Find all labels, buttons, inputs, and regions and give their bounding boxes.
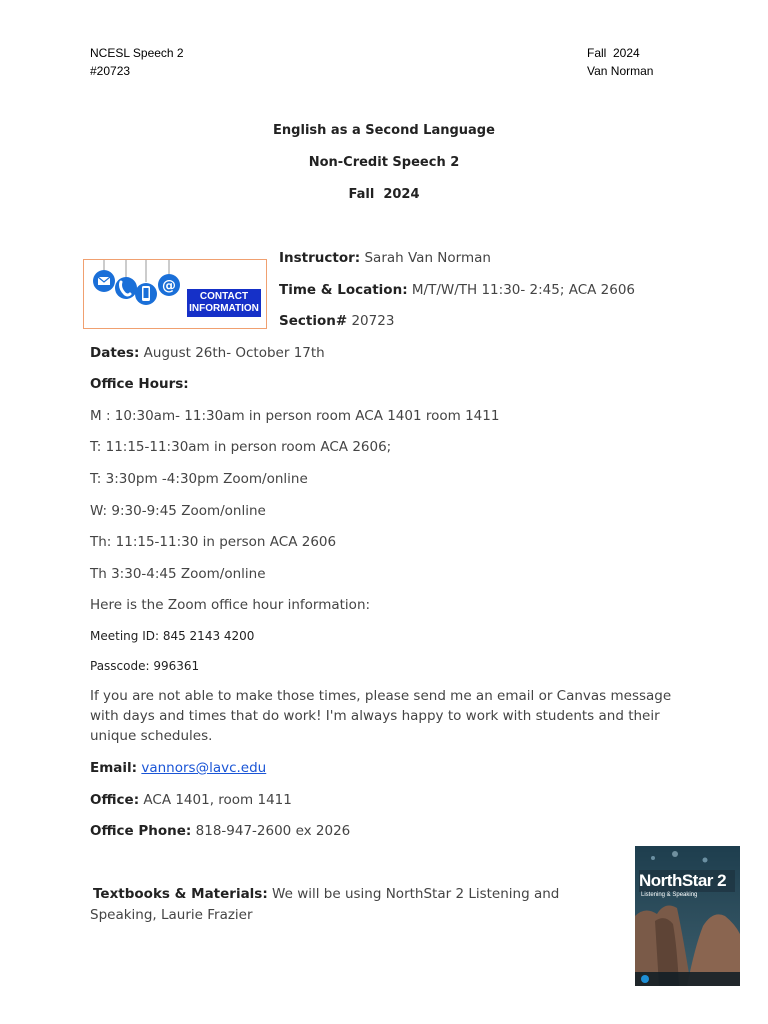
time-location-line	[279, 280, 635, 300]
textbook-line	[93, 884, 559, 904]
contact-info-image	[83, 259, 267, 329]
phone-value: 818-947-2600 ex 2026	[195, 823, 351, 839]
instructor-value: Sarah Van Norman	[364, 250, 491, 266]
book-cover-art	[635, 846, 740, 986]
office-hours-item: M : 10:30am- 11:30am in person room ACA 1401 room 1411	[90, 408, 500, 424]
time-location-value: M/T/W/TH 11:30- 2:45; ACA 2606	[411, 282, 635, 298]
email-link[interactable]: vannors@lavc.edu	[141, 760, 267, 776]
zoom-passcode: Passcode: 996361	[90, 659, 200, 673]
section-label: Section#	[279, 313, 348, 329]
office-hours-item: T: 11:15-11:30am in person room ACA 2606;	[90, 439, 392, 455]
office-hours-item: Th: 11:15-11:30 in person ACA 2606	[90, 534, 337, 550]
email-line	[90, 758, 266, 778]
zoom-meeting-id: Meeting ID: 845 2143 4200	[90, 629, 255, 643]
section-value: 20723	[351, 313, 395, 329]
textbook-cover-image	[635, 846, 740, 986]
dates-label: Dates:	[90, 345, 140, 361]
phone-line	[90, 821, 350, 841]
contact-info-badge: CONTACT INFORMATION	[187, 289, 261, 317]
office-label: Office:	[90, 792, 140, 808]
office-hours-item: Th 3:30-4:45 Zoom/online	[90, 566, 266, 582]
title-course: Non-Credit Speech 2	[308, 155, 460, 170]
header-course: NCESL Speech 2	[90, 46, 184, 60]
title-term: Fall 2024	[348, 187, 420, 202]
note-line: with days and times that do work! I'm always happy to work with students and their	[90, 708, 660, 724]
textbook-label: Textbooks & Materials:	[93, 886, 268, 902]
svg-text:@: @	[162, 278, 176, 294]
section-line	[279, 311, 394, 331]
instructor-label: Instructor:	[279, 250, 361, 266]
book-cover-subtitle: Listening & Speaking	[641, 892, 698, 898]
dates-value: August 26th- October 17th	[143, 345, 325, 361]
textbook-value: We will be using NorthStar 2 Listening and	[272, 886, 560, 902]
zoom-intro: Here is the Zoom office hour information:	[90, 597, 371, 613]
email-label: Email:	[90, 760, 138, 776]
office-hours-item: T: 3:30pm -4:30pm Zoom/online	[90, 471, 308, 487]
title-program: English as a Second Language	[273, 123, 495, 138]
note-line: If you are not able to make those times, please send me an email or Canvas message	[90, 688, 672, 704]
textbook-value-cont: Speaking, Laurie Frazier	[90, 907, 253, 923]
note-line: unique schedules.	[90, 728, 213, 744]
header-term: Fall 2024	[587, 46, 640, 60]
office-value: ACA 1401, room 1411	[143, 792, 292, 808]
office-hours-heading: Office Hours:	[90, 376, 189, 392]
header-section: #20723	[90, 64, 131, 78]
header-instructor: Van Norman	[587, 64, 654, 78]
time-location-label: Time & Location:	[279, 282, 408, 298]
instructor-line	[279, 248, 491, 268]
dates-line	[90, 343, 325, 363]
office-line	[90, 790, 292, 810]
book-cover-title: NorthStar 2	[639, 871, 727, 890]
phone-label: Office Phone:	[90, 823, 192, 839]
office-hours-item: W: 9:30-9:45 Zoom/online	[90, 503, 266, 519]
